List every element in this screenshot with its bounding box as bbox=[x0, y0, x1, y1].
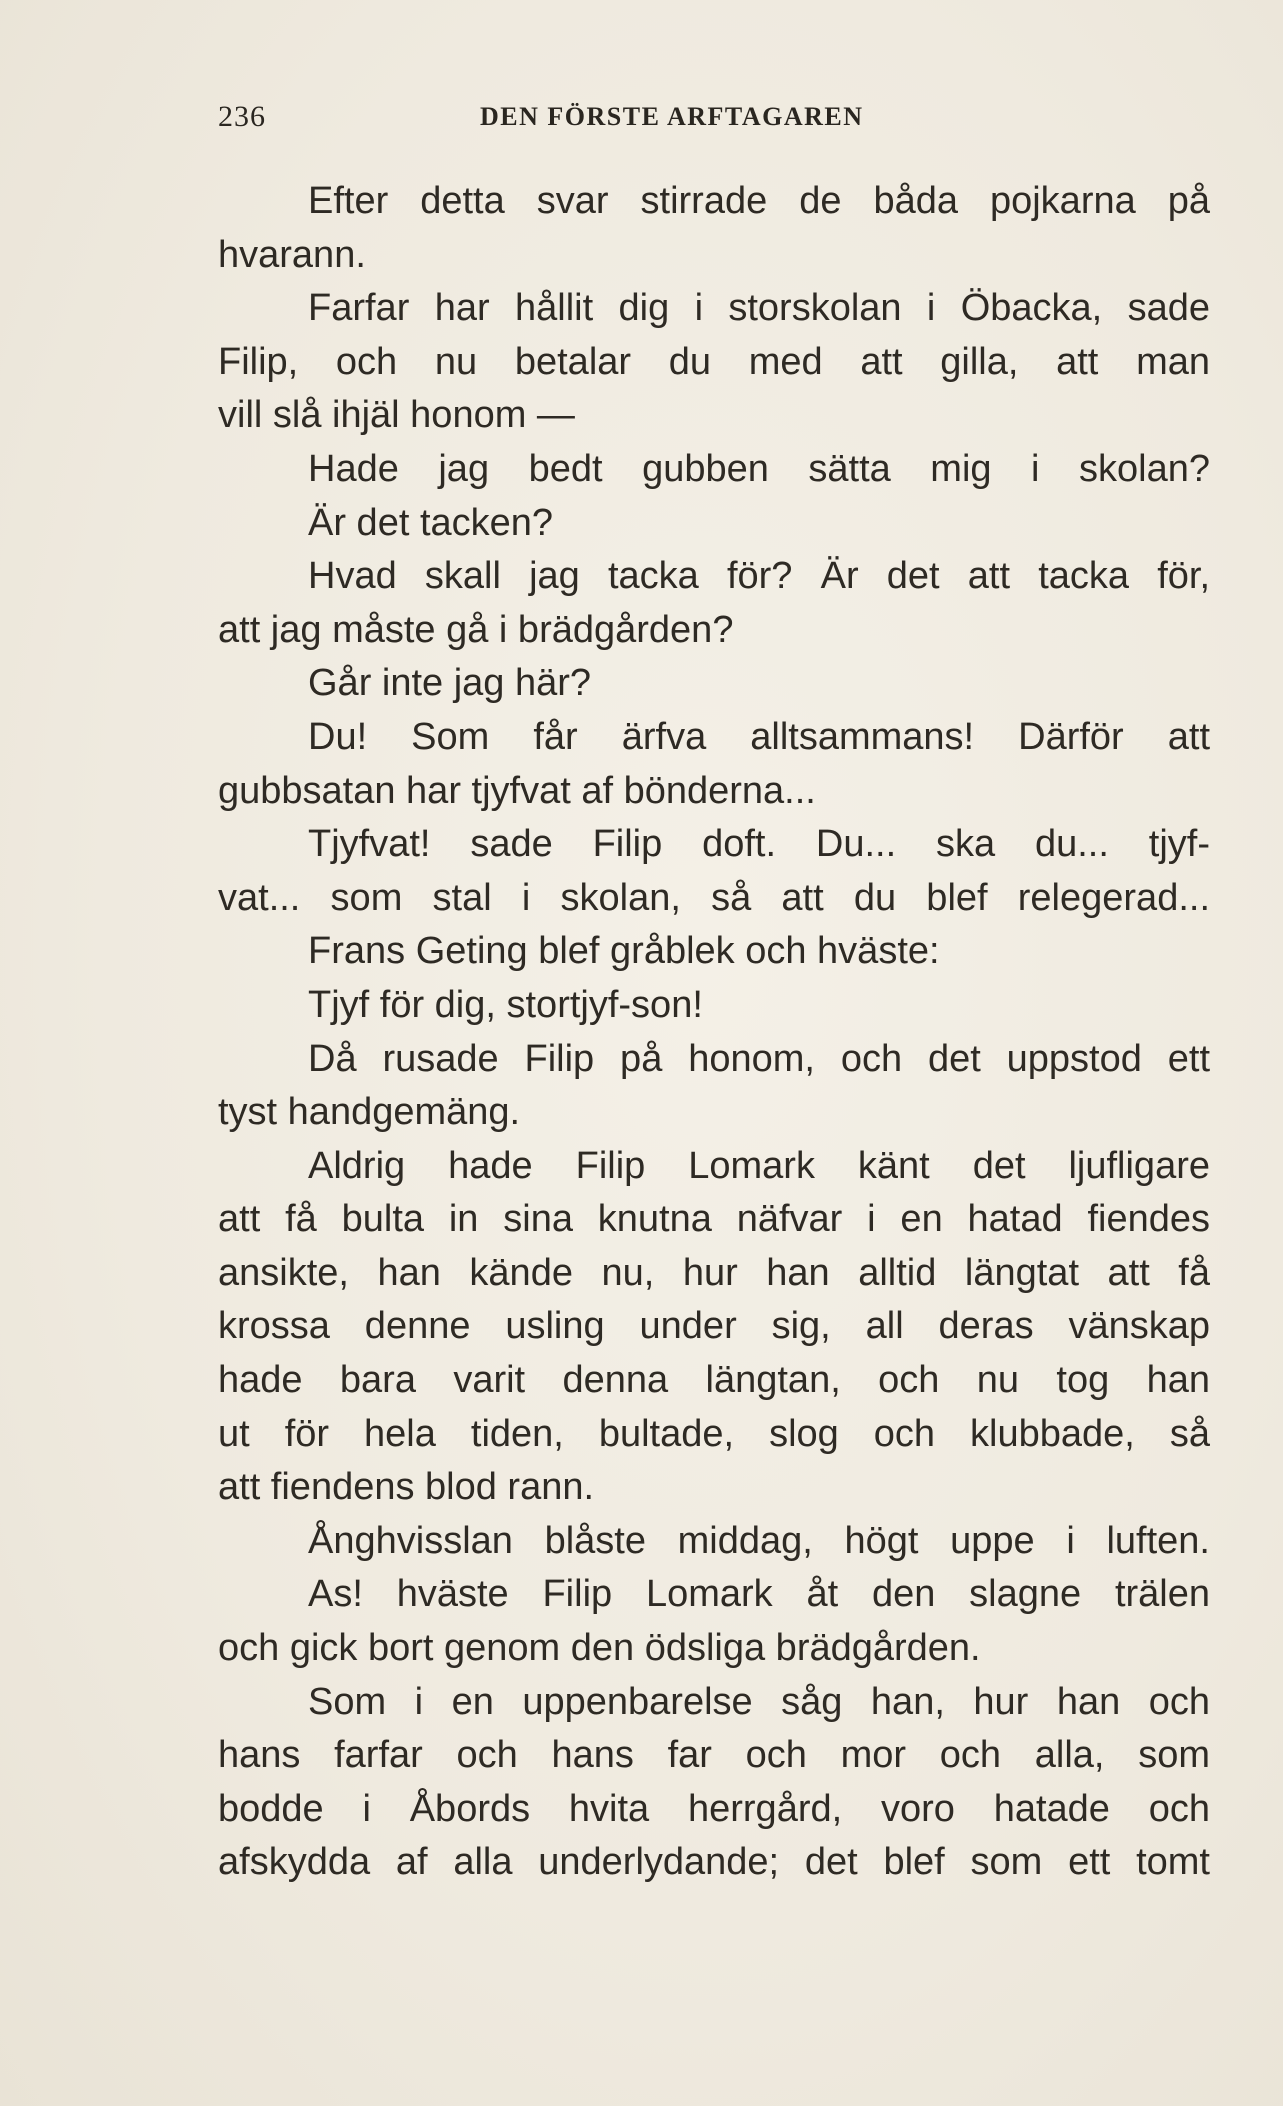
text-line: att jag måste gå i brädgården? bbox=[218, 608, 734, 651]
text-line: Tjyf för dig, stortjyf-son! bbox=[308, 983, 703, 1026]
text-line: krossa denne usling under sig, all deras vänskap bbox=[218, 1305, 1210, 1348]
text-line: Frans Geting blef gråblek och hväste: bbox=[308, 930, 940, 973]
text-line: Då rusade Filip på honom, och det uppstod ett bbox=[308, 1037, 1210, 1080]
text-line: hvarann. bbox=[218, 233, 366, 276]
text-line: Du! Som får ärfva alltsammans! Därför att bbox=[308, 715, 1210, 758]
text-line: ansikte, han kände nu, hur han alltid längtat att få bbox=[218, 1251, 1210, 1294]
text-line: As! hväste Filip Lomark åt den slagne trälen bbox=[308, 1573, 1210, 1616]
text-line: afskydda af alla underlydande; det blef som ett tomt bbox=[218, 1841, 1210, 1884]
text-line: Går inte jag här? bbox=[308, 662, 592, 705]
text-line: hade bara varit denna längtan, och nu tog han bbox=[218, 1359, 1210, 1402]
page-number: 236 bbox=[218, 100, 266, 133]
page-header bbox=[218, 100, 1208, 140]
text-line: Aldrig hade Filip Lomark känt det ljufligare bbox=[308, 1144, 1210, 1187]
text-line: bodde i Åbords hvita herrgård, voro hatade och bbox=[218, 1787, 1210, 1830]
text-line: och gick bort genom den ödsliga brädgården. bbox=[218, 1627, 981, 1670]
running-head: DEN FÖRSTE ARFTAGAREN bbox=[480, 102, 864, 131]
text-line: Hvad skall jag tacka för? Är det att tacka för, bbox=[308, 555, 1210, 598]
text-line: ut för hela tiden, bultade, slog och klubbade, så bbox=[218, 1412, 1210, 1455]
text-line: Som i en uppenbarelse såg han, hur han och bbox=[308, 1680, 1210, 1723]
text-line: vat... som stal i skolan, så att du blef relegerad... bbox=[218, 876, 1210, 919]
text-line: tyst handgemäng. bbox=[218, 1091, 521, 1134]
text-line: Filip, och nu betalar du med att gilla, att man bbox=[218, 340, 1210, 383]
text-line: Farfar har hållit dig i storskolan i Öbacka, sade bbox=[308, 287, 1210, 330]
text-line: Hade jag bedt gubben sätta mig i skolan? bbox=[308, 447, 1210, 490]
text-line: Ånghvisslan blåste middag, högt uppe i luften. bbox=[308, 1519, 1210, 1562]
text-line: gubbsatan har tjyfvat af bönderna... bbox=[218, 769, 816, 812]
text-line: att få bulta in sina knutna näfvar i en hatad fiendes bbox=[218, 1198, 1210, 1241]
text-line: att fiendens blod rann. bbox=[218, 1466, 595, 1509]
text-line: Efter detta svar stirrade de båda pojkarna på bbox=[308, 180, 1210, 222]
text-line: hans farfar och hans far och mor och alla, som bbox=[218, 1734, 1210, 1777]
text-line: vill slå ihjäl honom — bbox=[218, 394, 575, 437]
text-line: Tjyfvat! sade Filip doft. Du... ska du... tjyf- bbox=[308, 823, 1210, 866]
body-text bbox=[218, 175, 1210, 1890]
text-line: Är det tacken? bbox=[308, 501, 554, 544]
